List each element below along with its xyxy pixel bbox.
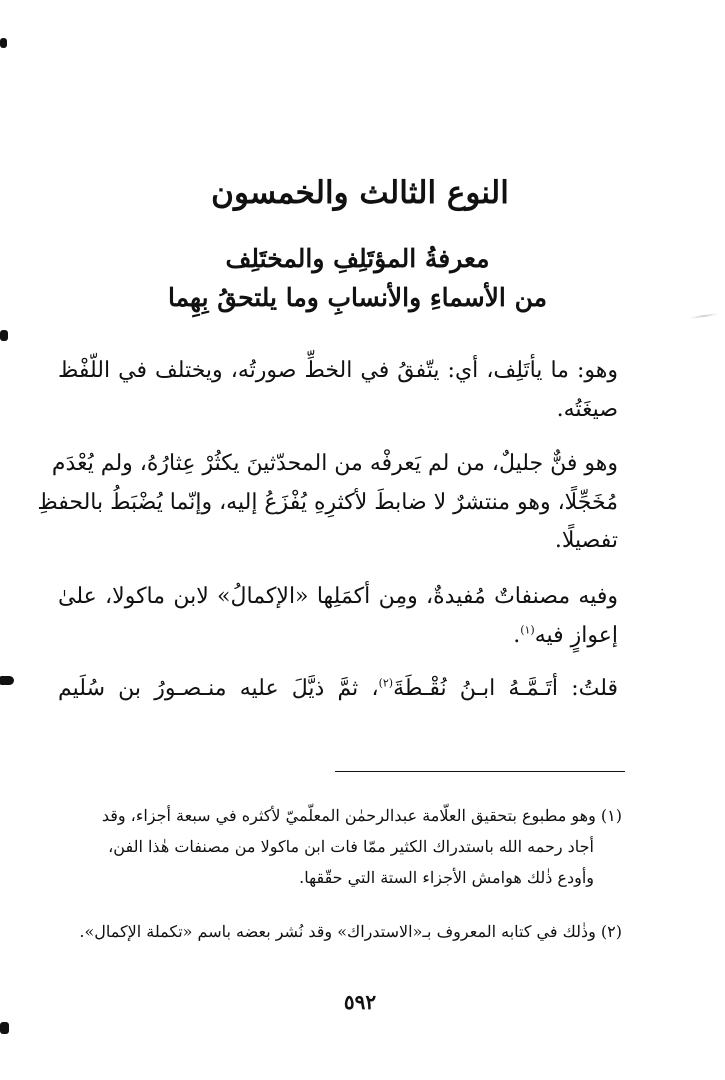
- scan-edge-mark: [0, 38, 7, 48]
- chapter-subtitle-line-1: معرفةُ المؤتَلِفِ والمختَلِف: [225, 244, 490, 273]
- paragraph-text: .: [513, 622, 521, 648]
- footnote-line: أجاد رحمه الله باستدراك الكثير ممّا فات ابن ماكولا من مصنفات هٰذا الفن،: [108, 837, 594, 857]
- scan-speck: [690, 313, 718, 319]
- paragraph-line: وهو: ما يأتَلِف، أي: يتّفقُ في الخطِّ صورتُه، ويختلف في اللّفْظ: [58, 358, 618, 383]
- paragraph-line: صيغَتُه.: [556, 396, 618, 422]
- scan-edge-mark: [0, 1022, 9, 1034]
- paragraph-importance: [37, 445, 618, 561]
- paragraph-line: وهو فنٌّ جليلٌ، من لم يَعرفْه من المحدّثينَ يكثُرْ عِثارُهُ، ولم يُعْدَم: [51, 451, 618, 476]
- chapter-subtitle-line-2: من الأسماءِ والأنسابِ وما يلتحقُ بِهِما: [167, 283, 547, 312]
- chapter-title: النوع الثالث والخمسون: [211, 175, 509, 211]
- footnote-line: (١) وهو مطبوع بتحقيق العلّامة عبدالرحمٰن المعلّميّ لأكثره في سبعة أجزاء، وقد: [101, 806, 622, 825]
- footnote-separator: [335, 771, 625, 772]
- footnote-reference[interactable]: (١): [520, 623, 535, 637]
- footnote-line: وأودع ذٰلك هوامش الأجزاء الستة التي حقّقها.: [299, 868, 594, 888]
- page-number: ٥٩٢: [343, 990, 377, 1014]
- paragraph-line: تفصيلًا.: [554, 528, 618, 553]
- footnote-reference[interactable]: (٢): [378, 676, 394, 690]
- scan-edge-mark: [0, 330, 8, 341]
- scan-edge-mark: [0, 676, 14, 685]
- paragraph-definition: [58, 352, 618, 429]
- paragraph-text: قلتُ: أتَـمَّـهُ ابـنُ نُقْـطَةَ: [393, 676, 619, 701]
- paragraph-completion: [58, 670, 618, 709]
- paragraph-line-with-note: [58, 670, 618, 709]
- footnote-1: [50, 800, 622, 894]
- footnote-2: [50, 916, 622, 947]
- paragraph-line-with-note: [58, 617, 618, 656]
- paragraph-works: [58, 578, 618, 655]
- paragraph-text: ، ثمَّ ذيَّلَ عليه منـصـورُ بن سُلَيم: [58, 676, 379, 701]
- paragraph-text: إعوازٍ فيه: [534, 622, 618, 648]
- paragraph-line: وفيه مصنفاتٌ مُفيدةٌ، ومِن أكمَلِها «الإكمالُ» لابن ماكولا، علىٰ: [58, 584, 618, 609]
- footnote-line: (٢) وذٰلك في كتابه المعروف بـ«الاستدراك» وقد نُشر بعضه باسم «تكملة الإكمال».: [79, 922, 622, 941]
- paragraph-line: مُخَجِّلًا، وهو منتشرٌ لا ضابطَ لأكثرِهِ يُفْزَعُ إليه، وإنّما يُضْبَطُ بالحفظِ: [37, 489, 618, 515]
